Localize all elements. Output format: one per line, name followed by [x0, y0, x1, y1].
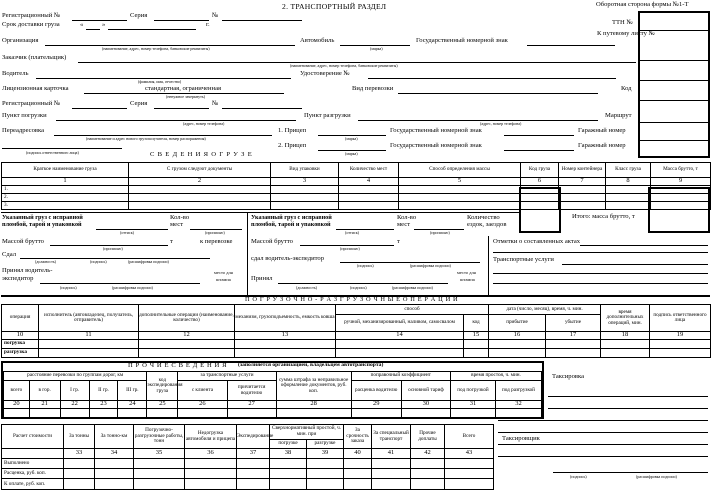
- cell[interactable]: [89, 409, 118, 418]
- calc-row-rate: Расценка, руб. коп.: [2, 468, 64, 478]
- lic-card-value: стандартная, ограниченная: [145, 85, 222, 92]
- cell[interactable]: [445, 479, 494, 490]
- ops-title: П О Г Р У З О Ч Н О - Р А З Г Р У З О Ч Н Ы Е О П Е Р А Ц И И: [245, 296, 459, 303]
- calc-row-done: Выполнено: [2, 458, 64, 468]
- col-num: 14: [336, 332, 464, 340]
- right-sign-hint2: (подпись): [350, 285, 367, 290]
- row-num: 3.: [2, 202, 129, 210]
- ops-col-datetime: дата (число, месяц), время, ч. мин.: [489, 305, 601, 315]
- cell[interactable]: [372, 479, 411, 490]
- cargo-section-title: С В Е Д Е Н И Я О Г Р У З Е: [150, 151, 253, 158]
- left-line2: пломбой, тарой и упаковкой: [2, 221, 82, 228]
- other-col-tariff: основной тариф: [401, 381, 450, 401]
- gos1-label: Государственный номерной знак: [390, 127, 482, 134]
- cell[interactable]: [451, 409, 496, 418]
- calc-col-simple-unload: разгрузке: [307, 439, 344, 448]
- cell[interactable]: [606, 194, 651, 202]
- cell[interactable]: [237, 458, 270, 468]
- cell[interactable]: [147, 409, 178, 418]
- left-position-hint: (должность): [35, 259, 56, 264]
- gos2-label: Государственный номерной знак: [390, 142, 482, 149]
- ops-col-code: код: [464, 315, 489, 332]
- org-hint: (наименование, адрес, номер телефона, банковские реквизиты): [102, 46, 210, 51]
- col-num: 16: [489, 332, 546, 340]
- remarks-label: Отметки о составленных актах: [493, 238, 581, 245]
- calc-col-urgency: За срочность заказа: [344, 425, 372, 449]
- other-col-calc-coef: расценка водителю: [351, 381, 401, 401]
- cell[interactable]: [339, 202, 399, 210]
- cell[interactable]: [185, 468, 237, 478]
- calc-col-simple-load: погрузке: [270, 439, 307, 448]
- cell[interactable]: [95, 468, 134, 478]
- cell[interactable]: [650, 349, 711, 358]
- vehicle-hint: (марка): [370, 46, 383, 51]
- cell[interactable]: [271, 202, 339, 210]
- col-num: 37: [237, 449, 270, 458]
- unloading-point-label: Пункт разгрузки: [304, 112, 351, 119]
- other-col-under-load: под погрузкой: [451, 381, 496, 401]
- cell[interactable]: [606, 202, 651, 210]
- section-title: 2. ТРАНСПОРТНЫЙ РАЗДЕЛ: [282, 2, 387, 11]
- ops-col-mechanism: механизм, грузоподъемность, емкость ковша: [235, 305, 336, 332]
- other-col-from-client: с клиента: [178, 381, 227, 401]
- cell[interactable]: [601, 349, 650, 358]
- cell[interactable]: [95, 458, 134, 468]
- cell[interactable]: [336, 349, 464, 358]
- cell[interactable]: [270, 479, 307, 490]
- col-num: 15: [464, 332, 489, 340]
- cell[interactable]: [307, 458, 344, 468]
- col-packing: Вид упаковки: [271, 163, 339, 178]
- trailer2-label: 2. Прицеп: [278, 142, 307, 149]
- cell[interactable]: [495, 409, 541, 418]
- other-col-gr3: III гр.: [118, 381, 147, 401]
- col-num: 6: [521, 178, 559, 186]
- transport-type-label: Вид перевозки: [352, 85, 394, 92]
- cell[interactable]: [399, 202, 521, 210]
- col-num: 9: [651, 178, 711, 186]
- other-col-under-unload: под разгрузкой: [495, 381, 541, 401]
- no-label: №: [212, 12, 219, 19]
- garage2-label: Гаражный номер: [578, 142, 626, 149]
- right-count-label: Количество: [467, 214, 500, 221]
- reg-no-label: Регистрационный №: [2, 12, 61, 19]
- ops-col-performer: исполнитель (автовладелец, получатель, отправитель): [39, 305, 139, 332]
- other-col-gr1: I гр.: [60, 381, 89, 401]
- ops-col-method: способ: [336, 305, 489, 315]
- col-places: Количество мест: [339, 163, 399, 178]
- cell[interactable]: [95, 479, 134, 490]
- col-num: 4: [339, 178, 399, 186]
- col-num: 2: [129, 178, 271, 186]
- customer-hint: (наименование, адрес, номер телефона, банковские реквизиты): [290, 63, 398, 68]
- to-list-label: К путевому листу №: [597, 30, 655, 37]
- right-stamp-label2: штампа: [460, 277, 475, 282]
- cell[interactable]: [464, 349, 489, 358]
- cell[interactable]: [134, 479, 185, 490]
- right-t-label: т: [397, 238, 400, 245]
- col-num: 22: [60, 401, 89, 409]
- cell[interactable]: [601, 340, 650, 349]
- calc-col-tons: За тонны: [64, 425, 95, 449]
- cell[interactable]: [445, 468, 494, 478]
- col-num: 13: [235, 332, 336, 340]
- left-to-transport-label: к перевозке: [200, 238, 233, 245]
- col-cargo-name: Краткое наименование груза: [2, 163, 129, 178]
- cell[interactable]: [546, 349, 601, 358]
- license-label: Удостоверение №: [300, 70, 350, 77]
- cell[interactable]: [464, 340, 489, 349]
- series2-label: Серия: [130, 100, 148, 107]
- col-mass-method: Способ определения массы: [399, 163, 521, 178]
- left-qty-label: Кол-во: [170, 214, 190, 221]
- col-num: 32: [495, 401, 541, 409]
- loading-hint: (адрес, номер телефона): [183, 121, 225, 126]
- col-num: 25: [147, 401, 178, 409]
- col-num: 30: [401, 401, 450, 409]
- col-num: 35: [134, 449, 185, 458]
- col-num: 28: [276, 401, 351, 409]
- calc-col-underload: Недогрузка автомобиля и прицепа: [185, 425, 237, 449]
- right-line2: пломбой, тарой и упаковкой: [251, 221, 331, 228]
- cell[interactable]: [307, 468, 344, 478]
- cell[interactable]: [650, 340, 711, 349]
- driver-label: Водитель: [2, 70, 29, 77]
- left-gross-label: Массой брутто: [2, 238, 44, 245]
- col-num: 39: [307, 449, 344, 458]
- col-cargo-code: Код груза: [521, 163, 559, 178]
- gos-number-label: Государственный номерной знак: [416, 37, 508, 44]
- col-num: 41: [372, 449, 411, 458]
- cell[interactable]: [336, 340, 464, 349]
- col-num: 36: [185, 449, 237, 458]
- col-gross-mass: Масса брутто, т: [651, 163, 711, 178]
- col-documents: С грузом следуют документы: [129, 163, 271, 178]
- cell[interactable]: [235, 340, 336, 349]
- calc-col-total: Всего: [445, 425, 494, 449]
- cell[interactable]: [227, 409, 276, 418]
- col-num: 34: [95, 449, 134, 458]
- left-line1: Указанный груз с исправной: [2, 214, 83, 221]
- cell[interactable]: [399, 194, 521, 202]
- cell[interactable]: [411, 479, 445, 490]
- other-col-distance: расстояние перевозки по группам дорог, км: [4, 372, 147, 381]
- col-num: 10: [2, 332, 39, 340]
- col-num: 29: [351, 401, 401, 409]
- customer-label: Заказчик (плательщик): [2, 54, 67, 61]
- col-num: 1: [2, 178, 129, 186]
- cell[interactable]: [134, 468, 185, 478]
- col-num: 17: [546, 332, 601, 340]
- cell[interactable]: [559, 186, 606, 194]
- cell[interactable]: [411, 468, 445, 478]
- cell[interactable]: [606, 186, 651, 194]
- col-num: 7: [559, 178, 606, 186]
- ops-col-method-sub: ручной, механизированный, наливом, самосвалом: [336, 315, 464, 332]
- cell[interactable]: [271, 194, 339, 202]
- right-position-hint: (должность): [296, 285, 317, 290]
- right-gross-label: Массой брутто: [251, 238, 293, 245]
- transport-services-label: Транспортные услуги: [493, 256, 554, 263]
- other-title: П Р О Ч И Е С В Е Д Е Н И Я: [128, 362, 228, 369]
- cell[interactable]: [307, 479, 344, 490]
- cell[interactable]: [29, 409, 60, 418]
- left-sign-hint: (подпись): [90, 259, 107, 264]
- other-col-coef: поправочный коэффициент: [351, 372, 450, 381]
- cell[interactable]: [185, 458, 237, 468]
- cell[interactable]: [129, 186, 271, 194]
- year-suffix: г.: [206, 21, 210, 28]
- right-handed-label: сдал водитель-экспедитор: [251, 255, 325, 262]
- cell[interactable]: [118, 409, 147, 418]
- calc-table: [1, 424, 494, 490]
- taxer-decode-hint: (расшифровка подписи): [636, 474, 677, 479]
- calc-col-special: За специальный транспорт: [372, 425, 411, 449]
- ops-table: [1, 304, 711, 358]
- col-num: 19: [650, 332, 711, 340]
- cell[interactable]: [64, 468, 95, 478]
- total-mass-label: Итого: масса брутто, т: [572, 213, 635, 220]
- responsible-hint: (подпись ответственного лица): [26, 150, 79, 155]
- cell[interactable]: [344, 479, 372, 490]
- cell[interactable]: [60, 409, 89, 418]
- left-forwarder-label: экспедитор: [2, 275, 34, 282]
- taxer-label: Таксировщик: [502, 435, 540, 442]
- col-num: 27: [227, 401, 276, 409]
- form-side-label: Оборотная сторона формы №1-Т: [596, 1, 689, 8]
- other-col-fine: сумма штрафа за неправильное оформление документов, руб. коп.: [276, 372, 351, 401]
- quote-close: »: [102, 21, 106, 28]
- cell[interactable]: [344, 458, 372, 468]
- cell[interactable]: [489, 340, 546, 349]
- col-num: 43: [445, 449, 494, 458]
- loading-point-label: Пункт погрузки: [2, 112, 47, 119]
- row-num: 1.: [2, 186, 129, 194]
- left-words-hint2: (прописью): [103, 246, 123, 251]
- col-num: 38: [270, 449, 307, 458]
- lic-card-hint: (ненужное зачеркнуть): [166, 94, 206, 99]
- cell[interactable]: [237, 479, 270, 490]
- cell[interactable]: [411, 458, 445, 468]
- cell[interactable]: [64, 479, 95, 490]
- ops-row-loading: погрузка: [2, 340, 39, 349]
- right-accepted-label: Принял: [251, 275, 273, 282]
- cell[interactable]: [276, 409, 351, 418]
- col-num: 8: [606, 178, 651, 186]
- code-label: Код: [621, 85, 632, 92]
- left-stamp-label2: штампа: [216, 277, 231, 282]
- calc-col-simple: Сверхнормативный простой, ч. мин. при: [270, 425, 344, 440]
- ops-col-arrival: прибытие: [489, 315, 546, 332]
- col-num: 21: [29, 401, 60, 409]
- cell[interactable]: [271, 186, 339, 194]
- cell[interactable]: [139, 340, 235, 349]
- ops-col-operation: операция: [2, 305, 39, 332]
- cell[interactable]: [4, 409, 30, 418]
- cell[interactable]: [270, 458, 307, 468]
- other-col-gr2: II гр.: [89, 381, 118, 401]
- cell[interactable]: [129, 202, 271, 210]
- cell[interactable]: [64, 458, 95, 468]
- cell[interactable]: [235, 349, 336, 358]
- cell[interactable]: [445, 458, 494, 468]
- left-words-hint: (прописью): [205, 230, 225, 235]
- right-oti-hint: (оттиск): [345, 230, 359, 235]
- route-label: Маршрут: [605, 112, 632, 119]
- cell[interactable]: [559, 202, 606, 210]
- col-class: Класс груза: [606, 163, 651, 178]
- cell[interactable]: [270, 468, 307, 478]
- cell[interactable]: [372, 468, 411, 478]
- col-num: 5: [399, 178, 521, 186]
- other-col-to-driver: причитается водителю: [227, 381, 276, 401]
- right-places-label: мест: [397, 221, 411, 228]
- cargo-period-label: Срок доставки груза: [2, 21, 60, 28]
- other-col-city: в гор.: [29, 381, 60, 401]
- left-decode-hint2: (расшифровка подписи): [112, 285, 153, 290]
- other-col-services: за транспортные услуги: [178, 372, 276, 381]
- left-stamp-label: место для: [214, 270, 233, 275]
- cell[interactable]: [546, 340, 601, 349]
- code-thick-box: [519, 187, 561, 233]
- ops-col-extra: дополнительные операции (наименование, количество): [139, 305, 235, 332]
- right-words-hint: (прописью): [430, 230, 450, 235]
- right-qty-label: Кол-во: [397, 214, 417, 221]
- other-col-exped-code: код экспедирования груза: [147, 372, 178, 401]
- lic-card-label: Лицензионная карточка: [2, 85, 69, 92]
- col-num: 18: [601, 332, 650, 340]
- left-sign-hint2: (подпись): [60, 285, 77, 290]
- other-col-time: время простоя, ч. мин.: [451, 372, 542, 381]
- calc-row-pay: К оплате, руб. коп.: [2, 479, 64, 490]
- col-num: 40: [344, 449, 372, 458]
- taxer-sign-hint: (подпись): [570, 474, 587, 479]
- cell[interactable]: [237, 468, 270, 478]
- col-num: 33: [64, 449, 95, 458]
- cell[interactable]: [372, 458, 411, 468]
- cell[interactable]: [399, 186, 521, 194]
- col-num: 24: [118, 401, 147, 409]
- cell[interactable]: [339, 194, 399, 202]
- cell[interactable]: [401, 409, 450, 418]
- readdress-label: Переадресовка: [2, 127, 45, 134]
- right-sign-hint: (подпись): [357, 263, 374, 268]
- right-riders-label: ездок, заездов: [467, 221, 507, 228]
- col-num: 42: [411, 449, 445, 458]
- organization-label: Организация: [2, 37, 39, 44]
- cell[interactable]: [39, 349, 139, 358]
- trailer1-label: 1. Прицеп: [278, 127, 307, 134]
- col-num: 26: [178, 401, 227, 409]
- calc-col-ton-km: За тонно-км: [95, 425, 134, 449]
- col-num: 3: [271, 178, 339, 186]
- ttn-label: ТТН №: [612, 19, 633, 26]
- calc-col-other: Прочие доплаты: [411, 425, 445, 449]
- taxation-label: Таксировка: [552, 373, 585, 380]
- col-container: Номер контейнера: [559, 163, 606, 178]
- left-oti-hint: (оттиск): [120, 230, 134, 235]
- cargo-table: [1, 162, 711, 210]
- left-accepted-label: Принял водитель-: [2, 267, 53, 274]
- mass-thick-box: [648, 187, 710, 233]
- col-num: 12: [139, 332, 235, 340]
- quote-open: «: [80, 21, 84, 28]
- left-decode-hint: (расшифровка подписи): [128, 259, 169, 264]
- cell[interactable]: [351, 409, 401, 418]
- ops-col-departure: убытие: [546, 315, 601, 332]
- other-title-note: (заполняется организацией, владельцем автотранспорта): [238, 362, 384, 368]
- col-num: 20: [4, 401, 30, 409]
- series-label: Серия: [130, 12, 148, 19]
- cell[interactable]: [489, 349, 546, 358]
- cell[interactable]: [344, 468, 372, 478]
- cell[interactable]: [129, 194, 271, 202]
- other-table: [3, 371, 542, 418]
- readdress-hint: (наименование и адрес нового грузополучателя, номер распоряжения): [86, 136, 206, 141]
- calc-title: Расчет стоимости: [2, 425, 64, 449]
- cell: [2, 449, 64, 458]
- left-places-label: мест: [170, 221, 184, 228]
- trailer1-hint: (марка): [345, 136, 358, 141]
- row-num: 2.: [2, 194, 129, 202]
- ops-row-unloading: разгрузка: [2, 349, 39, 358]
- col-num: 11: [39, 332, 139, 340]
- reg-no2-label: Регистрационный №: [2, 100, 61, 107]
- cell[interactable]: [134, 458, 185, 468]
- col-num: 31: [451, 401, 496, 409]
- vehicle-label: Автомобиль: [300, 37, 335, 44]
- right-stamp-label: место для: [457, 270, 476, 275]
- right-decode-hint: (расшифровка подписи): [410, 263, 451, 268]
- calc-col-expedition: Экспедирование: [237, 425, 270, 449]
- cell[interactable]: [185, 479, 237, 490]
- ops-col-sign: подпись ответственного лица: [650, 305, 711, 332]
- no2-label: №: [212, 100, 219, 107]
- left-t-label: т: [170, 238, 173, 245]
- garage-label: Гаражный номер: [578, 127, 626, 134]
- unloading-hint: (адрес, номер телефона): [480, 121, 522, 126]
- cell[interactable]: [178, 409, 227, 418]
- left-handed-label: Сдал: [2, 251, 17, 258]
- calc-col-loading-works: Погрузочно-разгрузочные работы, тонн: [134, 425, 185, 449]
- cell[interactable]: [139, 349, 235, 358]
- cell[interactable]: [339, 186, 399, 194]
- other-col-total: всего: [4, 381, 30, 401]
- cell[interactable]: [559, 194, 606, 202]
- driver-hint: (фамилия, имя, отчество): [138, 79, 182, 84]
- ops-col-extra-time: время дополнительных операций, мин.: [601, 305, 650, 332]
- cell[interactable]: [39, 340, 139, 349]
- right-words-hint2: (прописью): [340, 246, 360, 251]
- col-num: 23: [89, 401, 118, 409]
- right-decode-hint2: (расшифровка подписи): [392, 285, 433, 290]
- trailer2-hint: (марка): [345, 151, 358, 156]
- right-line1: Указанный груз с исправной: [251, 214, 332, 221]
